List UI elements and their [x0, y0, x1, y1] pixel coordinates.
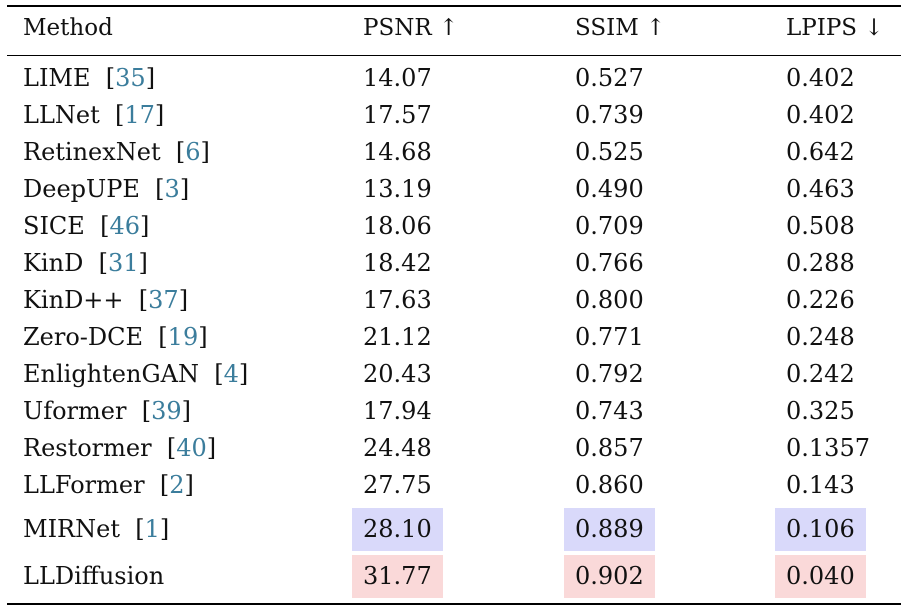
lpips-cell — [786, 208, 855, 245]
method-cell: LIME [35] — [23, 64, 156, 92]
table-row — [0, 282, 908, 319]
lpips-value: 0.402 — [786, 101, 855, 129]
table-bottom-rule — [7, 603, 901, 605]
lpips-value: 0.248 — [786, 323, 855, 351]
psnr-cell — [363, 467, 432, 504]
table-row — [0, 506, 908, 543]
method-name: LLFormer — [23, 471, 145, 499]
ssim-cell — [575, 430, 644, 467]
table-row — [0, 319, 908, 356]
method-name: LLNet — [23, 101, 100, 129]
psnr-value: 14.68 — [363, 138, 432, 166]
lpips-value: 0.508 — [786, 212, 855, 240]
method-cell: RetinexNet [6] — [23, 138, 210, 166]
header-lpips: LPIPS ↓ — [786, 15, 884, 41]
lpips-cell — [786, 282, 855, 319]
ssim-value: 0.525 — [575, 138, 644, 166]
method-name: Zero-DCE — [23, 323, 144, 351]
table-row — [0, 553, 908, 590]
citation-link[interactable]: 31 — [107, 249, 139, 277]
lpips-value: 0.143 — [786, 471, 855, 499]
psnr-value: 14.07 — [363, 64, 432, 92]
method-cell: KinD [31] — [23, 249, 148, 277]
ssim-value: 0.857 — [575, 434, 644, 462]
ssim-cell — [575, 393, 644, 430]
lpips-value: 0.1357 — [786, 434, 870, 462]
table-header-rule — [7, 55, 901, 56]
psnr-cell — [363, 171, 432, 208]
ssim-value: 0.766 — [575, 249, 644, 277]
method-name: KinD++ — [23, 286, 124, 314]
method-cell: EnlightenGAN [4] — [23, 360, 249, 388]
table-row — [0, 60, 908, 97]
citation-link[interactable]: 17 — [124, 101, 155, 129]
lpips-value: 0.402 — [786, 64, 855, 92]
ssim-value: 0.739 — [575, 101, 644, 129]
table-row — [0, 356, 908, 393]
psnr-cell — [363, 356, 432, 393]
method-cell: DeepUPE [3] — [23, 175, 190, 203]
ssim-cell — [575, 97, 644, 134]
method-name: KinD — [23, 249, 84, 277]
header-method: Method — [23, 15, 113, 41]
lpips-cell — [786, 171, 855, 208]
citation-link[interactable]: 40 — [176, 434, 207, 462]
ssim-cell — [575, 171, 644, 208]
ssim-cell — [575, 208, 644, 245]
psnr-cell — [363, 282, 432, 319]
lpips-cell — [786, 430, 870, 467]
lpips-cell — [786, 356, 855, 393]
ssim-value: 0.771 — [575, 323, 644, 351]
citation-link[interactable]: 19 — [167, 323, 199, 351]
ssim-cell — [575, 506, 655, 553]
method-cell: LLFormer [2] — [23, 471, 194, 499]
lpips-cell — [786, 553, 866, 600]
ssim-value: 0.527 — [575, 64, 644, 92]
method-name: EnlightenGAN — [23, 360, 199, 388]
psnr-value: 28.10 — [352, 508, 443, 551]
table-row — [0, 393, 908, 430]
lpips-cell — [786, 245, 855, 282]
psnr-value: 18.42 — [363, 249, 432, 277]
ssim-value: 0.709 — [575, 212, 644, 240]
lpips-value: 0.325 — [786, 397, 855, 425]
psnr-value: 18.06 — [363, 212, 432, 240]
psnr-value: 17.94 — [363, 397, 432, 425]
ssim-value: 0.800 — [575, 286, 644, 314]
method-name: LIME — [23, 64, 91, 92]
lpips-value: 0.242 — [786, 360, 855, 388]
lpips-value: 0.106 — [775, 508, 866, 551]
citation-link[interactable]: 37 — [148, 286, 179, 314]
psnr-cell — [363, 134, 432, 171]
method-name: SICE — [23, 212, 85, 240]
method-name: Restormer — [23, 434, 152, 462]
lpips-value: 0.642 — [786, 138, 855, 166]
psnr-value: 21.12 — [363, 323, 432, 351]
citation-link[interactable]: 3 — [164, 175, 180, 203]
ssim-cell — [575, 356, 644, 393]
psnr-cell — [363, 60, 432, 97]
lpips-value: 0.288 — [786, 249, 855, 277]
psnr-cell — [363, 319, 432, 356]
ssim-cell — [575, 553, 655, 600]
method-name: Uformer — [23, 397, 127, 425]
method-cell: KinD++ [37] — [23, 286, 189, 314]
ssim-cell — [575, 282, 644, 319]
ssim-cell — [575, 319, 644, 356]
psnr-cell — [363, 393, 432, 430]
lpips-cell — [786, 393, 855, 430]
table-row — [0, 97, 908, 134]
psnr-value: 13.19 — [363, 175, 432, 203]
lpips-value: 0.040 — [775, 555, 866, 598]
method-cell: LLNet [17] — [23, 101, 165, 129]
ssim-cell — [575, 245, 644, 282]
method-name: DeepUPE — [23, 175, 140, 203]
psnr-value: 17.57 — [363, 101, 432, 129]
citation-link[interactable]: 46 — [109, 212, 140, 240]
ssim-value: 0.792 — [575, 360, 644, 388]
psnr-cell — [363, 506, 443, 553]
ssim-cell — [575, 467, 644, 504]
table-row — [0, 467, 908, 504]
table-row — [0, 171, 908, 208]
table-row — [0, 430, 908, 467]
citation-link[interactable]: 4 — [223, 360, 239, 388]
citation-link[interactable]: 39 — [151, 397, 182, 425]
table-row — [0, 245, 908, 282]
method-name: MIRNet — [23, 515, 120, 543]
ssim-cell — [575, 60, 644, 97]
method-name: LLDiffusion — [23, 562, 165, 590]
psnr-value: 17.63 — [363, 286, 432, 314]
citation-link[interactable]: 1 — [144, 515, 160, 543]
lpips-value: 0.226 — [786, 286, 855, 314]
psnr-cell — [363, 245, 432, 282]
lpips-cell — [786, 97, 855, 134]
citation-link[interactable]: 35 — [115, 64, 146, 92]
method-cell: MIRNet [1] — [23, 515, 170, 543]
header-ssim: SSIM ↑ — [575, 15, 666, 41]
method-cell: SICE [46] — [23, 212, 150, 240]
ssim-value: 0.490 — [575, 175, 644, 203]
table-row — [0, 134, 908, 171]
method-cell: Uformer [39] — [23, 397, 192, 425]
psnr-value: 31.77 — [352, 555, 443, 598]
method-cell: Restormer [40] — [23, 434, 217, 462]
lpips-cell — [786, 134, 855, 171]
header-psnr: PSNR ↑ — [363, 15, 459, 41]
citation-link[interactable]: 6 — [185, 138, 201, 166]
ssim-value: 0.743 — [575, 397, 644, 425]
lpips-cell — [786, 467, 855, 504]
ssim-value: 0.889 — [564, 508, 655, 551]
ssim-value: 0.902 — [564, 555, 655, 598]
ssim-value: 0.860 — [575, 471, 644, 499]
psnr-cell — [363, 97, 432, 134]
psnr-value: 24.48 — [363, 434, 432, 462]
lpips-value: 0.463 — [786, 175, 855, 203]
psnr-value: 20.43 — [363, 360, 432, 388]
lpips-cell — [786, 506, 866, 553]
table-top-rule — [7, 5, 901, 7]
psnr-cell — [363, 553, 443, 600]
psnr-cell — [363, 430, 432, 467]
psnr-value: 27.75 — [363, 471, 432, 499]
method-cell: Zero-DCE [19] — [23, 323, 208, 351]
method-cell — [23, 553, 164, 600]
ssim-cell — [575, 134, 644, 171]
citation-link[interactable]: 2 — [169, 471, 185, 499]
psnr-cell — [363, 208, 432, 245]
lpips-cell — [786, 60, 855, 97]
method-name: RetinexNet — [23, 138, 161, 166]
lpips-cell — [786, 319, 855, 356]
table-row — [0, 208, 908, 245]
